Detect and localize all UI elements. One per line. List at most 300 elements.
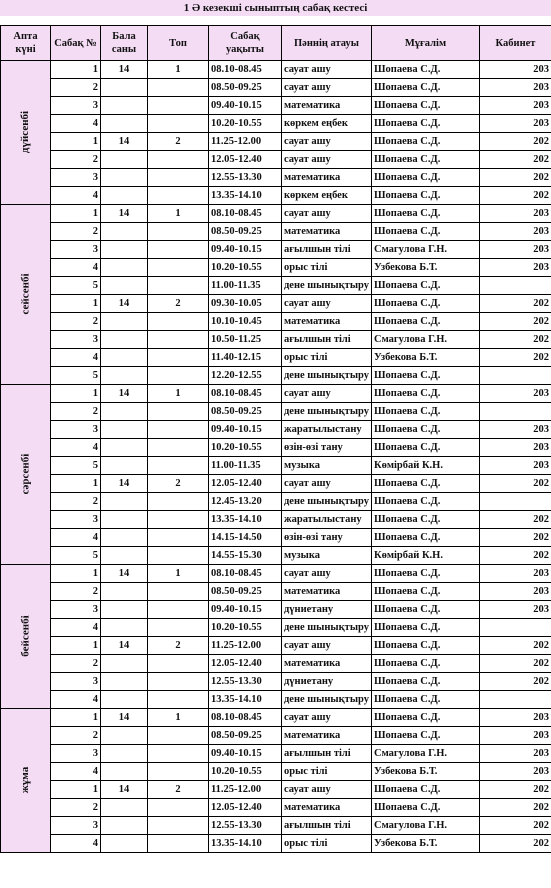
table-row bbox=[1, 691, 551, 709]
group-cell bbox=[148, 835, 209, 853]
header-row bbox=[1, 26, 551, 61]
room-cell: 202 bbox=[480, 529, 551, 547]
room-cell bbox=[480, 619, 551, 637]
room-cell: 203 bbox=[480, 745, 551, 763]
table-row bbox=[1, 169, 551, 187]
teacher-cell: Шопаева С.Д. bbox=[372, 493, 480, 511]
time-cell: 08.50-09.25 bbox=[209, 79, 282, 97]
group-cell: 2 bbox=[148, 637, 209, 655]
teacher-cell: Узбекова Б.Т. bbox=[372, 763, 480, 781]
teacher-cell: Шопаева С.Д. bbox=[372, 565, 480, 583]
time-cell: 09.30-10.05 bbox=[209, 295, 282, 313]
time-cell: 13.35-14.10 bbox=[209, 835, 282, 853]
table-row bbox=[1, 799, 551, 817]
teacher-cell: Узбекова Б.Т. bbox=[372, 259, 480, 277]
subject-cell: дене шынықтыру bbox=[282, 277, 372, 295]
table-row bbox=[1, 331, 551, 349]
room-cell: 203 bbox=[480, 439, 551, 457]
time-cell: 11.40-12.15 bbox=[209, 349, 282, 367]
room-cell: 203 bbox=[480, 61, 551, 79]
pupils-cell bbox=[101, 583, 148, 601]
teacher-cell: Смагулова Г.Н. bbox=[372, 331, 480, 349]
teacher-cell: Шопаева С.Д. bbox=[372, 619, 480, 637]
subject-cell: сауат ашу bbox=[282, 133, 372, 151]
table-row bbox=[1, 601, 551, 619]
time-cell: 10.10-10.45 bbox=[209, 313, 282, 331]
pupils-cell bbox=[101, 403, 148, 421]
subject-cell: ағылшын тілі bbox=[282, 331, 372, 349]
pupils-cell bbox=[101, 763, 148, 781]
time-cell: 12.55-13.30 bbox=[209, 169, 282, 187]
lesson-no-cell: 1 bbox=[51, 61, 101, 79]
subject-cell: орыс тілі bbox=[282, 835, 372, 853]
teacher-cell: Шопаева С.Д. bbox=[372, 313, 480, 331]
pupils-cell bbox=[101, 367, 148, 385]
lesson-no-cell: 2 bbox=[51, 79, 101, 97]
room-cell: 202 bbox=[480, 817, 551, 835]
teacher-cell: Шопаева С.Д. bbox=[372, 529, 480, 547]
group-cell: 1 bbox=[148, 565, 209, 583]
pupils-cell bbox=[101, 601, 148, 619]
subject-cell: сауат ашу bbox=[282, 385, 372, 403]
table-row bbox=[1, 187, 551, 205]
teacher-cell: Шопаева С.Д. bbox=[372, 295, 480, 313]
teacher-cell: Шопаева С.Д. bbox=[372, 79, 480, 97]
pupils-cell bbox=[101, 97, 148, 115]
group-cell bbox=[148, 673, 209, 691]
group-cell bbox=[148, 79, 209, 97]
subject-cell: ағылшын тілі bbox=[282, 241, 372, 259]
pupils-cell bbox=[101, 259, 148, 277]
pupils-cell: 14 bbox=[101, 781, 148, 799]
day-cell bbox=[1, 709, 51, 853]
room-cell: 202 bbox=[480, 835, 551, 853]
group-cell bbox=[148, 691, 209, 709]
teacher-cell: Шопаева С.Д. bbox=[372, 709, 480, 727]
teacher-cell: Смагулова Г.Н. bbox=[372, 817, 480, 835]
time-cell: 09.40-10.15 bbox=[209, 97, 282, 115]
teacher-cell: Шопаева С.Д. bbox=[372, 205, 480, 223]
room-cell: 202 bbox=[480, 673, 551, 691]
room-cell: 202 bbox=[480, 313, 551, 331]
pupils-cell bbox=[101, 187, 148, 205]
room-cell: 203 bbox=[480, 97, 551, 115]
pupils-cell bbox=[101, 493, 148, 511]
pupils-cell bbox=[101, 457, 148, 475]
pupils-cell bbox=[101, 655, 148, 673]
pupils-cell bbox=[101, 511, 148, 529]
day-cell bbox=[1, 205, 51, 385]
time-cell: 08.50-09.25 bbox=[209, 223, 282, 241]
room-cell: 202 bbox=[480, 151, 551, 169]
room-cell bbox=[480, 367, 551, 385]
room-cell: 202 bbox=[480, 547, 551, 565]
subject-cell: математика bbox=[282, 169, 372, 187]
pupils-cell: 14 bbox=[101, 709, 148, 727]
room-cell: 203 bbox=[480, 601, 551, 619]
subject-cell: сауат ашу bbox=[282, 295, 372, 313]
lesson-no-cell: 4 bbox=[51, 691, 101, 709]
teacher-cell: Шопаева С.Д. bbox=[372, 421, 480, 439]
group-cell bbox=[148, 97, 209, 115]
pupils-cell: 14 bbox=[101, 475, 148, 493]
room-cell: 203 bbox=[480, 205, 551, 223]
subject-cell: музыка bbox=[282, 547, 372, 565]
day-label: сәрсенбі bbox=[19, 453, 32, 495]
group-cell: 2 bbox=[148, 475, 209, 493]
pupils-cell bbox=[101, 547, 148, 565]
room-cell: 202 bbox=[480, 511, 551, 529]
group-cell bbox=[148, 511, 209, 529]
group-cell: 1 bbox=[148, 61, 209, 79]
day-label: сейсенбі bbox=[19, 273, 32, 315]
lesson-no-cell: 3 bbox=[51, 241, 101, 259]
subject-cell: математика bbox=[282, 223, 372, 241]
lesson-no-cell: 5 bbox=[51, 547, 101, 565]
table-row bbox=[1, 835, 551, 853]
lesson-no-cell: 1 bbox=[51, 385, 101, 403]
room-cell: 203 bbox=[480, 79, 551, 97]
time-cell: 08.10-08.45 bbox=[209, 61, 282, 79]
group-cell: 2 bbox=[148, 295, 209, 313]
subject-cell: орыс тілі bbox=[282, 349, 372, 367]
lesson-no-cell: 1 bbox=[51, 133, 101, 151]
lesson-no-cell: 2 bbox=[51, 403, 101, 421]
time-cell: 08.50-09.25 bbox=[209, 583, 282, 601]
room-cell: 203 bbox=[480, 565, 551, 583]
pupils-cell bbox=[101, 691, 148, 709]
pupils-cell bbox=[101, 151, 148, 169]
pupils-cell bbox=[101, 529, 148, 547]
room-cell bbox=[480, 493, 551, 511]
room-cell: 203 bbox=[480, 727, 551, 745]
lesson-no-cell: 2 bbox=[51, 493, 101, 511]
time-cell: 12.05-12.40 bbox=[209, 475, 282, 493]
day-label: дүйсенбі bbox=[19, 110, 32, 154]
lesson-no-cell: 2 bbox=[51, 655, 101, 673]
pupils-cell bbox=[101, 619, 148, 637]
room-cell: 202 bbox=[480, 637, 551, 655]
time-cell: 10.20-10.55 bbox=[209, 115, 282, 133]
group-cell bbox=[148, 727, 209, 745]
table-row bbox=[1, 817, 551, 835]
teacher-cell: Шопаева С.Д. bbox=[372, 637, 480, 655]
subject-cell: сауат ашу bbox=[282, 61, 372, 79]
group-cell bbox=[148, 745, 209, 763]
teacher-cell: Шопаева С.Д. bbox=[372, 61, 480, 79]
time-cell: 13.35-14.10 bbox=[209, 187, 282, 205]
table-row bbox=[1, 385, 551, 403]
group-cell bbox=[148, 601, 209, 619]
table-row bbox=[1, 313, 551, 331]
table-row bbox=[1, 655, 551, 673]
pupils-cell bbox=[101, 799, 148, 817]
time-cell: 12.05-12.40 bbox=[209, 655, 282, 673]
time-cell: 12.55-13.30 bbox=[209, 673, 282, 691]
teacher-cell: Шопаева С.Д. bbox=[372, 367, 480, 385]
subject-cell: дене шынықтыру bbox=[282, 493, 372, 511]
subject-cell: сауат ашу bbox=[282, 151, 372, 169]
subject-cell: көркем еңбек bbox=[282, 187, 372, 205]
lesson-no-cell: 2 bbox=[51, 223, 101, 241]
room-cell: 203 bbox=[480, 223, 551, 241]
table-row bbox=[1, 475, 551, 493]
lesson-no-cell: 1 bbox=[51, 637, 101, 655]
group-cell: 1 bbox=[148, 205, 209, 223]
time-cell: 08.10-08.45 bbox=[209, 385, 282, 403]
subject-cell: дүниетану bbox=[282, 673, 372, 691]
room-cell: 203 bbox=[480, 457, 551, 475]
table-header bbox=[1, 26, 551, 61]
group-cell bbox=[148, 817, 209, 835]
teacher-cell: Шопаева С.Д. bbox=[372, 223, 480, 241]
lesson-no-cell: 3 bbox=[51, 421, 101, 439]
teacher-cell: Шопаева С.Д. bbox=[372, 799, 480, 817]
lesson-no-cell: 3 bbox=[51, 745, 101, 763]
pupils-cell bbox=[101, 727, 148, 745]
time-cell: 12.55-13.30 bbox=[209, 817, 282, 835]
lesson-no-cell: 1 bbox=[51, 295, 101, 313]
pupils-cell: 14 bbox=[101, 205, 148, 223]
subject-cell: орыс тілі bbox=[282, 259, 372, 277]
room-cell: 202 bbox=[480, 169, 551, 187]
time-cell: 09.40-10.15 bbox=[209, 241, 282, 259]
room-cell: 202 bbox=[480, 799, 551, 817]
lesson-no-cell: 1 bbox=[51, 205, 101, 223]
table-row bbox=[1, 673, 551, 691]
pupils-cell bbox=[101, 277, 148, 295]
group-cell bbox=[148, 421, 209, 439]
subject-cell: сауат ашу bbox=[282, 79, 372, 97]
lesson-no-cell: 4 bbox=[51, 439, 101, 457]
teacher-cell: Шопаева С.Д. bbox=[372, 439, 480, 457]
room-cell: 203 bbox=[480, 763, 551, 781]
table-row bbox=[1, 367, 551, 385]
teacher-cell: Шопаева С.Д. bbox=[372, 187, 480, 205]
pupils-cell: 14 bbox=[101, 295, 148, 313]
table-row bbox=[1, 457, 551, 475]
table-row bbox=[1, 115, 551, 133]
lesson-no-cell: 3 bbox=[51, 97, 101, 115]
lesson-no-cell: 4 bbox=[51, 619, 101, 637]
time-cell: 12.45-13.20 bbox=[209, 493, 282, 511]
subject-cell: дене шынықтыру bbox=[282, 403, 372, 421]
group-cell bbox=[148, 331, 209, 349]
group-cell bbox=[148, 457, 209, 475]
lesson-no-cell: 4 bbox=[51, 259, 101, 277]
pupils-cell bbox=[101, 673, 148, 691]
lesson-no-cell: 4 bbox=[51, 349, 101, 367]
group-cell bbox=[148, 241, 209, 259]
lesson-no-cell: 1 bbox=[51, 709, 101, 727]
room-cell: 202 bbox=[480, 295, 551, 313]
room-cell: 202 bbox=[480, 655, 551, 673]
room-cell: 203 bbox=[480, 241, 551, 259]
lesson-no-cell: 4 bbox=[51, 835, 101, 853]
group-cell bbox=[148, 799, 209, 817]
teacher-cell: Шопаева С.Д. bbox=[372, 277, 480, 295]
lesson-no-cell: 2 bbox=[51, 313, 101, 331]
teacher-cell: Шопаева С.Д. bbox=[372, 511, 480, 529]
header-lesson-no: Сабақ № bbox=[51, 26, 101, 61]
lesson-no-cell: 4 bbox=[51, 115, 101, 133]
group-cell bbox=[148, 151, 209, 169]
time-cell: 09.40-10.15 bbox=[209, 601, 282, 619]
table-row bbox=[1, 637, 551, 655]
lesson-no-cell: 5 bbox=[51, 457, 101, 475]
room-cell bbox=[480, 691, 551, 709]
lesson-no-cell: 2 bbox=[51, 583, 101, 601]
room-cell: 203 bbox=[480, 709, 551, 727]
room-cell: 203 bbox=[480, 115, 551, 133]
subject-cell: өзін-өзі тану bbox=[282, 529, 372, 547]
header-day: Апта күні bbox=[1, 26, 51, 61]
subject-cell: дене шынықтыру bbox=[282, 619, 372, 637]
lesson-no-cell: 3 bbox=[51, 331, 101, 349]
time-cell: 10.20-10.55 bbox=[209, 763, 282, 781]
teacher-cell: Смагулова Г.Н. bbox=[372, 745, 480, 763]
table-row bbox=[1, 151, 551, 169]
lesson-no-cell: 5 bbox=[51, 277, 101, 295]
time-cell: 11.25-12.00 bbox=[209, 781, 282, 799]
room-cell: 202 bbox=[480, 781, 551, 799]
group-cell bbox=[148, 367, 209, 385]
header-teacher: Мұғалім bbox=[372, 26, 480, 61]
table-row bbox=[1, 781, 551, 799]
subject-cell: орыс тілі bbox=[282, 763, 372, 781]
room-cell: 203 bbox=[480, 583, 551, 601]
time-cell: 14.55-15.30 bbox=[209, 547, 282, 565]
lesson-no-cell: 3 bbox=[51, 169, 101, 187]
room-cell: 203 bbox=[480, 259, 551, 277]
teacher-cell: Көмірбай К.Н. bbox=[372, 547, 480, 565]
table-row bbox=[1, 205, 551, 223]
time-cell: 10.20-10.55 bbox=[209, 439, 282, 457]
group-cell bbox=[148, 619, 209, 637]
table-row bbox=[1, 97, 551, 115]
pupils-cell bbox=[101, 115, 148, 133]
subject-cell: ағылшын тілі bbox=[282, 745, 372, 763]
subject-cell: математика bbox=[282, 583, 372, 601]
table-row bbox=[1, 295, 551, 313]
time-cell: 12.20-12.55 bbox=[209, 367, 282, 385]
pupils-cell bbox=[101, 331, 148, 349]
pupils-cell bbox=[101, 817, 148, 835]
lesson-no-cell: 3 bbox=[51, 817, 101, 835]
group-cell: 2 bbox=[148, 133, 209, 151]
time-cell: 08.10-08.45 bbox=[209, 205, 282, 223]
group-cell bbox=[148, 187, 209, 205]
schedule-table bbox=[0, 25, 551, 853]
teacher-cell: Шопаева С.Д. bbox=[372, 385, 480, 403]
subject-cell: сауат ашу bbox=[282, 475, 372, 493]
lesson-no-cell: 2 bbox=[51, 151, 101, 169]
table-row bbox=[1, 709, 551, 727]
time-cell: 13.35-14.10 bbox=[209, 511, 282, 529]
table-row bbox=[1, 619, 551, 637]
lesson-no-cell: 4 bbox=[51, 763, 101, 781]
subject-cell: сауат ашу bbox=[282, 781, 372, 799]
lesson-no-cell: 4 bbox=[51, 529, 101, 547]
table-row bbox=[1, 421, 551, 439]
time-cell: 11.25-12.00 bbox=[209, 133, 282, 151]
lesson-no-cell: 4 bbox=[51, 187, 101, 205]
pupils-cell bbox=[101, 79, 148, 97]
teacher-cell: Шопаева С.Д. bbox=[372, 583, 480, 601]
group-cell bbox=[148, 259, 209, 277]
teacher-cell: Узбекова Б.Т. bbox=[372, 835, 480, 853]
header-room: Кабинет bbox=[480, 26, 551, 61]
teacher-cell: Шопаева С.Д. bbox=[372, 151, 480, 169]
table-row bbox=[1, 439, 551, 457]
time-cell: 08.50-09.25 bbox=[209, 727, 282, 745]
pupils-cell bbox=[101, 439, 148, 457]
group-cell bbox=[148, 349, 209, 367]
header-subject: Пәннің атауы bbox=[282, 26, 372, 61]
table-row bbox=[1, 61, 551, 79]
table-row bbox=[1, 79, 551, 97]
lesson-no-cell: 2 bbox=[51, 799, 101, 817]
room-cell: 202 bbox=[480, 187, 551, 205]
pupils-cell bbox=[101, 313, 148, 331]
lesson-no-cell: 1 bbox=[51, 781, 101, 799]
teacher-cell: Шопаева С.Д. bbox=[372, 781, 480, 799]
group-cell bbox=[148, 763, 209, 781]
room-cell: 202 bbox=[480, 349, 551, 367]
pupils-cell bbox=[101, 241, 148, 259]
subject-cell: сауат ашу bbox=[282, 565, 372, 583]
pupils-cell bbox=[101, 169, 148, 187]
subject-cell: жаратылыстану bbox=[282, 511, 372, 529]
subject-cell: математика bbox=[282, 727, 372, 745]
pupils-cell: 14 bbox=[101, 61, 148, 79]
time-cell: 13.35-14.10 bbox=[209, 691, 282, 709]
header-time: Сабақ уақыты bbox=[209, 26, 282, 61]
group-cell bbox=[148, 655, 209, 673]
day-label: бейсенбі bbox=[19, 615, 32, 657]
table-body bbox=[1, 61, 551, 853]
teacher-cell: Шопаева С.Д. bbox=[372, 115, 480, 133]
group-cell bbox=[148, 547, 209, 565]
group-cell bbox=[148, 223, 209, 241]
table-row bbox=[1, 583, 551, 601]
room-cell bbox=[480, 403, 551, 421]
group-cell: 1 bbox=[148, 385, 209, 403]
pupils-cell: 14 bbox=[101, 637, 148, 655]
subject-cell: математика bbox=[282, 799, 372, 817]
table-row bbox=[1, 277, 551, 295]
day-cell bbox=[1, 565, 51, 709]
header-pupils: Бала саны bbox=[101, 26, 148, 61]
table-row bbox=[1, 547, 551, 565]
group-cell bbox=[148, 403, 209, 421]
time-cell: 08.50-09.25 bbox=[209, 403, 282, 421]
table-row bbox=[1, 511, 551, 529]
subject-cell: өзін-өзі тану bbox=[282, 439, 372, 457]
lesson-no-cell: 1 bbox=[51, 475, 101, 493]
time-cell: 09.40-10.15 bbox=[209, 745, 282, 763]
day-cell bbox=[1, 61, 51, 205]
subject-cell: сауат ашу bbox=[282, 709, 372, 727]
teacher-cell: Шопаева С.Д. bbox=[372, 655, 480, 673]
table-row bbox=[1, 727, 551, 745]
time-cell: 11.00-11.35 bbox=[209, 277, 282, 295]
teacher-cell: Шопаева С.Д. bbox=[372, 727, 480, 745]
room-cell: 202 bbox=[480, 133, 551, 151]
time-cell: 11.25-12.00 bbox=[209, 637, 282, 655]
teacher-cell: Шопаева С.Д. bbox=[372, 691, 480, 709]
pupils-cell: 14 bbox=[101, 385, 148, 403]
